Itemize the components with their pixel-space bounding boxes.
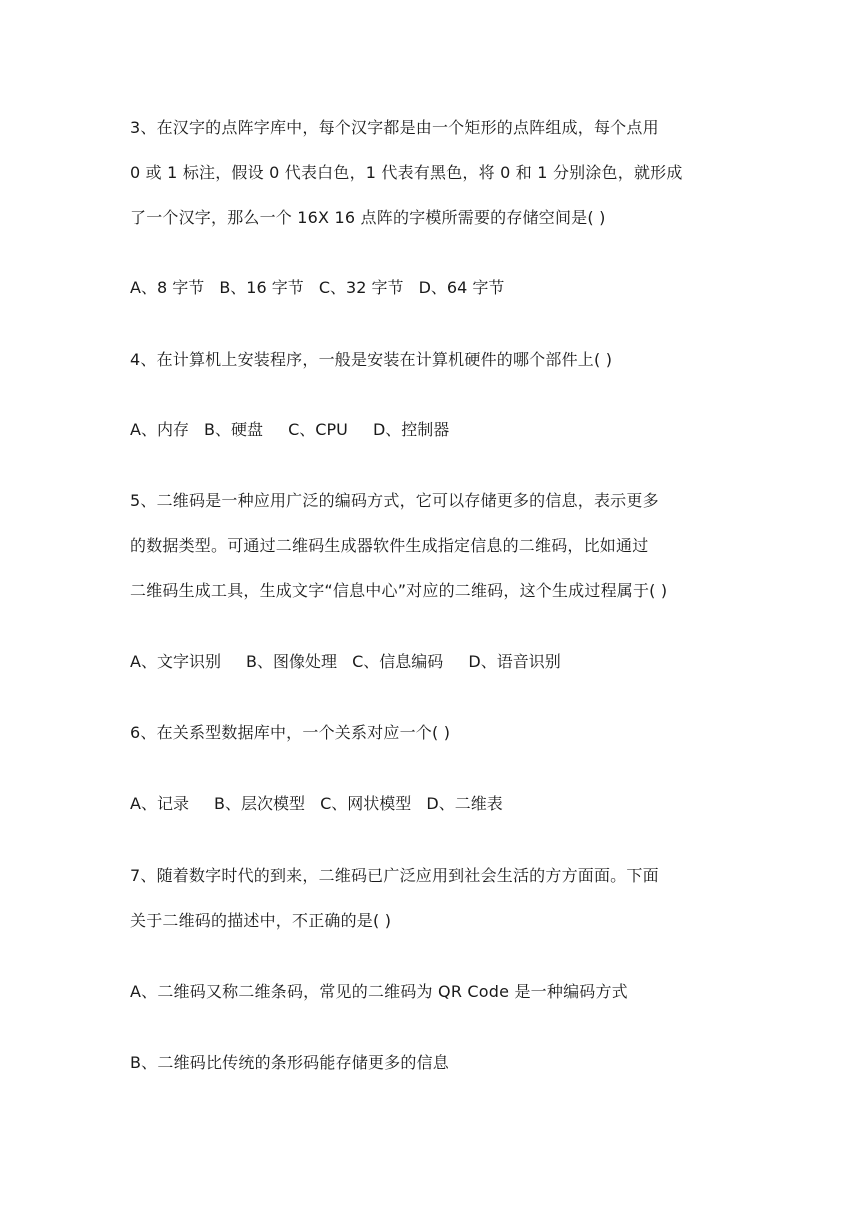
q3-line-3: 了一个汉字，那么一个 16X 16 点阵的字模所需要的存储空间是( ) [130, 208, 606, 227]
q3-option-b: B、16 字节 [219, 278, 304, 297]
q7-option-b: B、二维码比传统的条形码能存储更多的信息 [130, 1053, 449, 1072]
q6-option-a: A、记录 [130, 794, 189, 813]
q4-options [130, 415, 449, 445]
q3-option-c: C、32 字节 [318, 278, 404, 297]
q5-option-a: A、文字识别 [130, 652, 221, 671]
q4-option-d: D、控制器 [372, 420, 450, 439]
q3-option-d: D、64 字节 [418, 278, 505, 297]
q3-option-a: A、8 字节 [130, 278, 205, 297]
q5-option-c: C、信息编码 [352, 652, 444, 671]
q4-option-b: B、硬盘 [204, 420, 264, 439]
q6-line-1: 6、在关系型数据库中，一个关系对应一个( ) [130, 723, 451, 742]
q5-option-b: B、图像处理 [246, 652, 338, 671]
q3-line-1: 3、在汉字的点阵字库中，每个汉字都是由一个矩形的点阵组成，每个点用 [130, 118, 659, 137]
q5-options [130, 647, 561, 677]
q4-option-a: A、内存 [130, 420, 189, 439]
q6-options [130, 789, 503, 819]
q6-option-c: C、网状模型 [320, 794, 412, 813]
q7-option-a: A、二维码又称二维条码，常见的二维码为 QR Code 是一种编码方式 [130, 982, 628, 1001]
q4-option-c: C、CPU [288, 420, 348, 439]
q4-line-1: 4、在计算机上安装程序，一般是安装在计算机硬件的哪个部件上( ) [130, 350, 613, 369]
q5-line-2: 的数据类型。可通过二维码生成器软件生成指定信息的二维码，比如通过 [130, 536, 649, 555]
q6-option-b: B、层次模型 [214, 794, 306, 813]
q5-option-d: D、语音识别 [468, 652, 561, 671]
q7-line-2: 关于二维码的描述中，不正确的是( ) [130, 911, 392, 930]
q3-options [130, 273, 504, 303]
q3-line-2: 0 或 1 标注，假设 0 代表白色，1 代表有黑色，将 0 和 1 分别涂色，就形成 [130, 163, 683, 182]
q5-line-1: 5、二维码是一种应用广泛的编码方式，它可以存储更多的信息，表示更多 [130, 491, 659, 510]
q6-option-d: D、二维表 [426, 794, 503, 813]
q5-line-3: 二维码生成工具，生成文字“信息中心”对应的二维码，这个生成过程属于( ) [130, 581, 668, 600]
q7-line-1: 7、随着数字时代的到来，二维码已广泛应用到社会生活的方方面面。下面 [130, 866, 659, 885]
